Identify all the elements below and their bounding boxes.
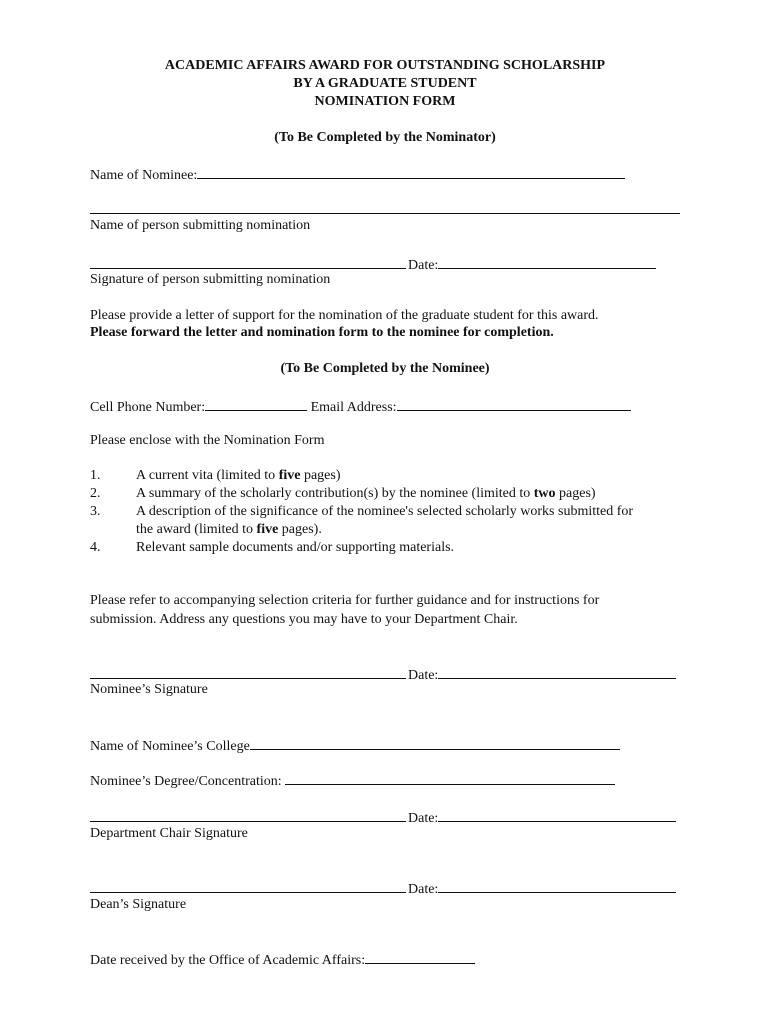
college-label: Name of Nominee’s College <box>90 739 250 754</box>
nominee-date-row <box>408 664 676 684</box>
list-item-description-line-1: A description of the significance of the nominee's selected scholarly works submitted for <box>136 504 634 519</box>
submitter-name-field[interactable] <box>90 213 680 214</box>
refer-line-1: Please refer to accompanying selection criteria for further guidance and for instructions for <box>90 593 600 608</box>
chair-signature-label: Department Chair Signature <box>90 826 248 841</box>
college-row <box>90 735 620 755</box>
dean-date-row <box>408 878 676 898</box>
list-item-summary: A summary of the scholarly contribution(s) by the nominee (limited to two pages) <box>136 486 596 501</box>
forward-instruction: Please forward the letter and nomination form to the nominee for completion. <box>90 325 554 340</box>
enclose-label: Please enclose with the Nomination Form <box>90 433 325 448</box>
submitter-signature-label: Signature of person submitting nomination <box>90 272 331 287</box>
submitter-name-label: Name of person submitting nomination <box>90 218 311 233</box>
degree-field[interactable] <box>285 770 615 785</box>
nominee-signature-field[interactable] <box>90 678 406 679</box>
list-item-description-line-2: the award (limited to five pages). <box>136 522 322 537</box>
dean-signature-label: Dean’s Signature <box>90 897 187 912</box>
list-number-4: 4. <box>90 540 101 555</box>
list-item-vita: A current vita (limited to five pages) <box>136 468 341 483</box>
chair-signature-field[interactable] <box>90 821 406 822</box>
submitter-signature-field[interactable] <box>90 268 406 269</box>
letter-instruction: Please provide a letter of support for the nomination of the graduate student for this award. <box>90 308 599 323</box>
email-field[interactable] <box>397 396 631 411</box>
submitter-date-field[interactable] <box>438 254 656 269</box>
cell-phone-field[interactable] <box>205 396 307 411</box>
submitter-date-row <box>408 254 656 274</box>
chair-date-row <box>408 807 676 827</box>
form-title-line-3: NOMINATION FORM <box>314 94 456 109</box>
nominee-section-heading: (To Be Completed by the Nominee) <box>280 361 490 376</box>
received-date-field[interactable] <box>365 949 475 964</box>
received-label: Date received by the Office of Academic Affairs: <box>90 953 366 968</box>
dean-date-field[interactable] <box>438 878 676 893</box>
nominee-date-label: Date: <box>408 668 439 683</box>
form-title-line-2: BY A GRADUATE STUDENT <box>293 76 477 91</box>
list-number-1: 1. <box>90 468 101 483</box>
college-field[interactable] <box>250 735 620 750</box>
email-label: Email Address: <box>310 400 397 415</box>
list-number-3: 3. <box>90 504 101 519</box>
cell-phone-label: Cell Phone Number: <box>90 400 206 415</box>
degree-label: Nominee’s Degree/Concentration: <box>90 774 282 789</box>
dean-signature-field[interactable] <box>90 892 406 893</box>
chair-date-label: Date: <box>408 811 439 826</box>
list-item-supporting: Relevant sample documents and/or supporting materials. <box>136 540 455 555</box>
dean-date-label: Date: <box>408 882 439 897</box>
refer-line-2: submission. Address any questions you may have to your Department Chair. <box>90 612 518 627</box>
submitter-date-label: Date: <box>408 258 439 273</box>
received-row <box>90 949 475 969</box>
chair-date-field[interactable] <box>438 807 676 822</box>
nominee-signature-label: Nominee’s Signature <box>90 682 208 697</box>
nominator-section-heading: (To Be Completed by the Nominator) <box>274 130 496 145</box>
contact-row <box>90 396 631 416</box>
nominee-date-field[interactable] <box>438 664 676 679</box>
nominee-name-row <box>90 164 625 184</box>
form-title-line-1: ACADEMIC AFFAIRS AWARD FOR OUTSTANDING SCHOLARSHIP <box>164 58 606 73</box>
nominee-name-label: Name of Nominee: <box>90 168 198 183</box>
list-number-2: 2. <box>90 486 101 501</box>
nominee-name-field[interactable] <box>197 164 625 179</box>
degree-row <box>90 770 615 790</box>
